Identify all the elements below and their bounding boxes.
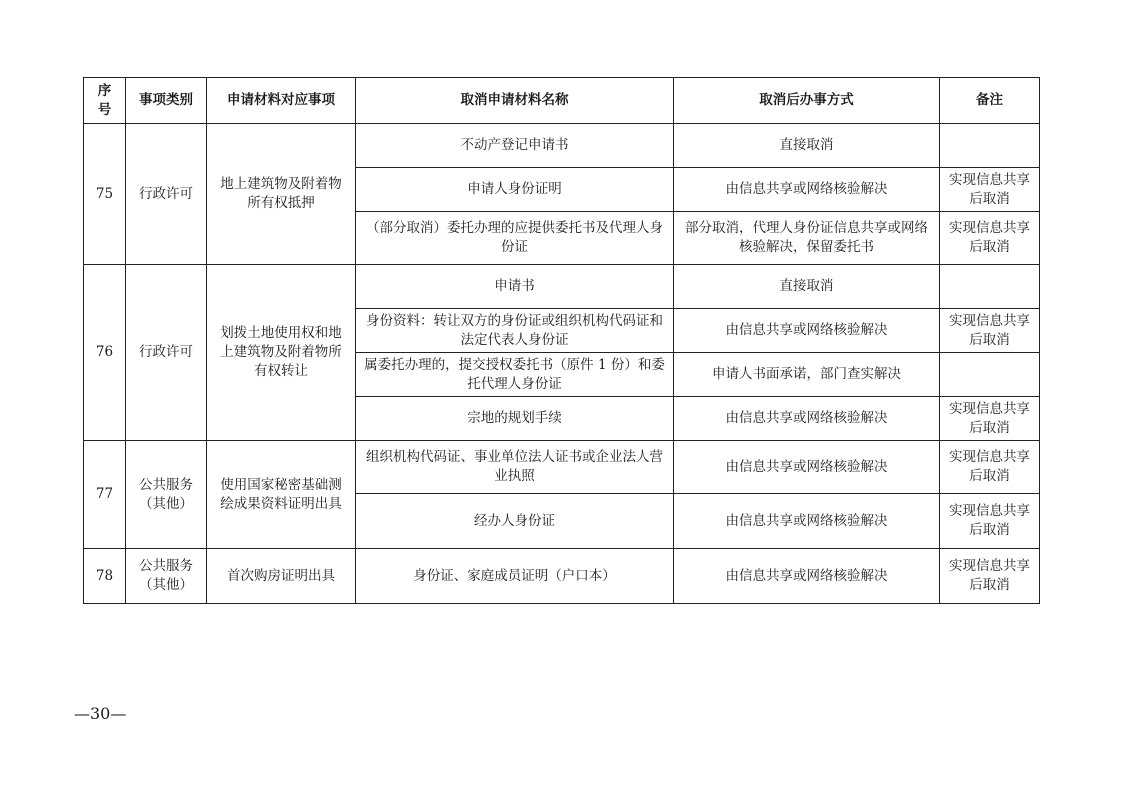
remark-cell: 实现信息共享后取消 [940,212,1040,265]
table-row [84,265,1040,309]
seq-cell: 77 [84,441,126,549]
material-cell: 经办人身份证 [356,494,674,549]
method-cell: 由信息共享或网络核验解决 [674,549,940,604]
materials-table [83,77,1040,604]
material-cell: 组织机构代码证、事业单位法人证书或企业法人营业执照 [356,441,674,494]
seq-cell: 75 [84,124,126,265]
remark-cell: 实现信息共享后取消 [940,168,1040,212]
matter-cell: 地上建筑物及附着物所有权抵押 [207,124,356,265]
page-number: —30— [74,704,127,723]
header-material: 取消申请材料名称 [356,78,674,124]
method-cell: 由信息共享或网络核验解决 [674,397,940,441]
category-cell: 公共服务（其他） [126,441,207,549]
remark-cell: 实现信息共享后取消 [940,549,1040,604]
header-seq: 序号 [84,78,126,124]
material-cell: 申请人身份证明 [356,168,674,212]
method-cell: 由信息共享或网络核验解决 [674,441,940,494]
table-row [84,441,1040,494]
remark-cell: 实现信息共享后取消 [940,494,1040,549]
method-cell: 由信息共享或网络核验解决 [674,494,940,549]
method-cell: 直接取消 [674,265,940,309]
remark-cell: 实现信息共享后取消 [940,441,1040,494]
material-cell: 属委托办理的，提交授权委托书（原件 1 份）和委托代理人身份证 [356,353,674,397]
header-category: 事项类别 [126,78,207,124]
remark-cell: 实现信息共享后取消 [940,309,1040,353]
category-cell: 公共服务（其他） [126,549,207,604]
material-cell: 身份证、家庭成员证明（户口本） [356,549,674,604]
header-method: 取消后办事方式 [674,78,940,124]
category-cell: 行政许可 [126,124,207,265]
header-remark: 备注 [940,78,1040,124]
header-row [84,78,1040,124]
method-cell: 直接取消 [674,124,940,168]
remark-cell [940,265,1040,309]
header-matter: 申请材料对应事项 [207,78,356,124]
method-cell: 由信息共享或网络核验解决 [674,168,940,212]
material-cell: 不动产登记申请书 [356,124,674,168]
seq-cell: 76 [84,265,126,441]
remark-cell [940,124,1040,168]
table-row [84,549,1040,604]
method-cell: 由信息共享或网络核验解决 [674,309,940,353]
category-cell: 行政许可 [126,265,207,441]
material-cell: （部分取消）委托办理的应提供委托书及代理人身份证 [356,212,674,265]
material-cell: 身份资料：转让双方的身份证或组织机构代码证和法定代表人身份证 [356,309,674,353]
material-cell: 宗地的规划手续 [356,397,674,441]
method-cell: 部分取消，代理人身份证信息共享或网络核验解决，保留委托书 [674,212,940,265]
method-cell: 申请人书面承诺，部门查实解决 [674,353,940,397]
matter-cell: 划拨土地使用权和地上建筑物及附着物所有权转让 [207,265,356,441]
material-cell: 申请书 [356,265,674,309]
seq-cell: 78 [84,549,126,604]
remark-cell [940,353,1040,397]
matter-cell: 首次购房证明出具 [207,549,356,604]
remark-cell: 实现信息共享后取消 [940,397,1040,441]
table-row [84,124,1040,168]
matter-cell: 使用国家秘密基础测绘成果资料证明出具 [207,441,356,549]
